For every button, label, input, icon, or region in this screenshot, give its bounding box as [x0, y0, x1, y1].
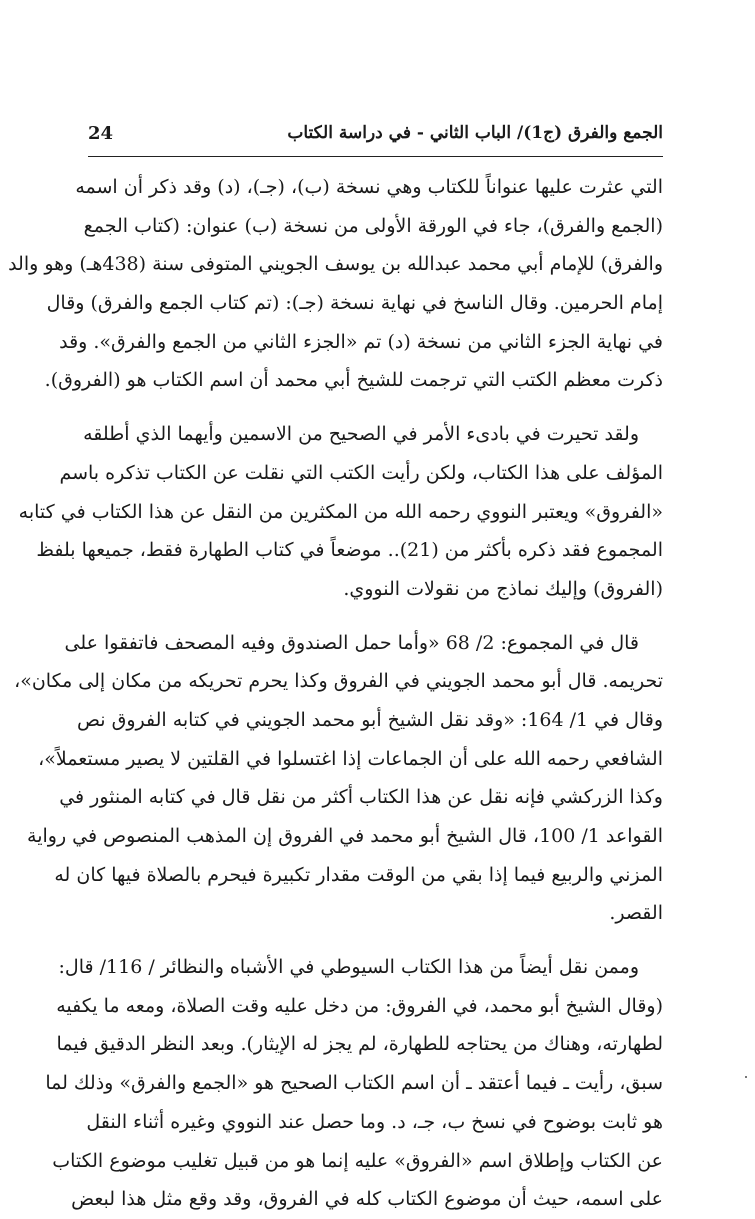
text-line: الشافعي رحمه الله على أن الجماعات إذا اغتسلوا في القلتين لا يصير مستعملاً»،: [38, 747, 663, 770]
text-line: والفرق) للإمام أبي محمد عبدالله بن يوسف الجويني المتوفى سنة (438هـ) وهو والد: [8, 253, 663, 276]
text-line: المؤلف على هذا الكتاب، ولكن رأيت الكتب التي نقلت عن الكتاب تذكره باسم: [59, 461, 663, 484]
page-header: [88, 121, 663, 155]
paragraph-2: [18, 415, 663, 608]
text-line: على اسمه، حيث أن موضوع الكتاب كله في الفروق، وقد وقع مثل هذا لبعض: [71, 1188, 663, 1211]
text-line: لطهارته، وهناك من يحتاجه للطهارة، لم يجز له الإيثار). وبعد النظر الدقيق فيما: [56, 1033, 663, 1056]
text-line: (الجمع والفرق)، جاء في الورقة الأولى من نسخة (ب) عنوان: (كتاب الجمع: [83, 214, 663, 237]
text-line: «الفروق» ويعتبر النووي رحمه الله من المكثرين من النقل عن هذا الكتاب في كتابه: [18, 500, 663, 523]
text-line: هو ثابت بوضوح في نسخ ب، جـ، د. وما حصل عند النووي وغيره أثناء النقل: [86, 1110, 663, 1133]
margin-mark: [745, 1076, 747, 1078]
text-line: إمام الحرمين. وقال الناسخ في نهاية نسخة (جـ): (تم كتاب الجمع والفرق) وقال: [46, 292, 663, 315]
text-line: (وقال الشيخ أبو محمد، في الفروق: من دخل عليه وقت الصلاة، ومعه ما يكفيه: [56, 994, 663, 1017]
text-line: التي عثرت عليها عنواناً للكتاب وهي نسخة (ب)، (جـ)، (د) وقد ذكر أن اسمه: [75, 176, 663, 198]
running-title: الجمع والفرق (ج1)/ الباب الثاني - في دراسة الكتاب: [287, 123, 663, 143]
text-line: وقال في 1/ 164: «وقد نقل الشيخ أبو محمد الجويني في كتابه الفروق نص: [76, 708, 663, 731]
text-line: تحريمه. قال أبو محمد الجويني في الفروق وكذا يحرم تحريكه من مكان إلى مكان»،: [14, 670, 663, 693]
paragraph-gap: [88, 933, 663, 948]
header-divider: [88, 156, 663, 157]
text-line: وممن نقل أيضاً من هذا الكتاب السيوطي في الأشباه والنظائر / 116/ قال:: [58, 956, 639, 979]
text-line: المزني والربيع فيما إذا بقي من الوقت مقدار تكبيرة فيحرم بالصلاة فيها كان له: [54, 863, 663, 886]
text-line: القصر.: [609, 902, 663, 925]
text-line: وكذا الزركشي فإنه نقل عن هذا الكتاب أكثر من نقل قال في كتابه المنثور في: [59, 786, 663, 809]
text-line: ذكرت معظم الكتب التي ترجمت للشيخ أبي محمد أن اسم الكتاب هو (الفروق).: [44, 369, 663, 392]
paragraph-3: [14, 624, 663, 934]
text-line: في نهاية الجزء الثاني من نسخة (د) تم «الجزء الثاني من الجمع والفرق». وقد: [59, 330, 663, 353]
text-line: ولقد تحيرت في بادىء الأمر في الصحيح من الاسمين وأيهما الذي أطلقه: [83, 423, 639, 446]
text-line: قال في المجموع: 2/ 68 «وأما حمل الصندوق وفيه المصحف فاتفقوا على: [64, 631, 639, 654]
paragraph-1: [8, 168, 663, 400]
text-line: سبق، رأيت ـ فيما أعتقد ـ أن اسم الكتاب الصحيح هو «الجمع والفرق» وذلك لما: [45, 1072, 663, 1095]
paragraph-gap: [88, 609, 663, 624]
text-line: (الفروق) وإليك نماذج من نقولات النووي.: [343, 577, 663, 600]
text-line: عن الكتاب وإطلاق اسم «الفروق» عليه إنما هو من قبيل تغليب موضوع الكتاب: [52, 1149, 663, 1172]
paragraph-gap: [88, 400, 663, 415]
body-text: [8, 168, 663, 1219]
text-line: القواعد 1/ 100، قال الشيخ أبو محمد في الفروق إن المذهب المنصوص في رواية: [27, 825, 663, 847]
text-line: المجموع فقد ذكره بأكثر من (21).. موضعاً في كتاب الطهارة فقط، جميعها بلفظ: [36, 539, 663, 562]
paragraph-4: [45, 948, 663, 1219]
page-number: 24: [88, 123, 114, 144]
